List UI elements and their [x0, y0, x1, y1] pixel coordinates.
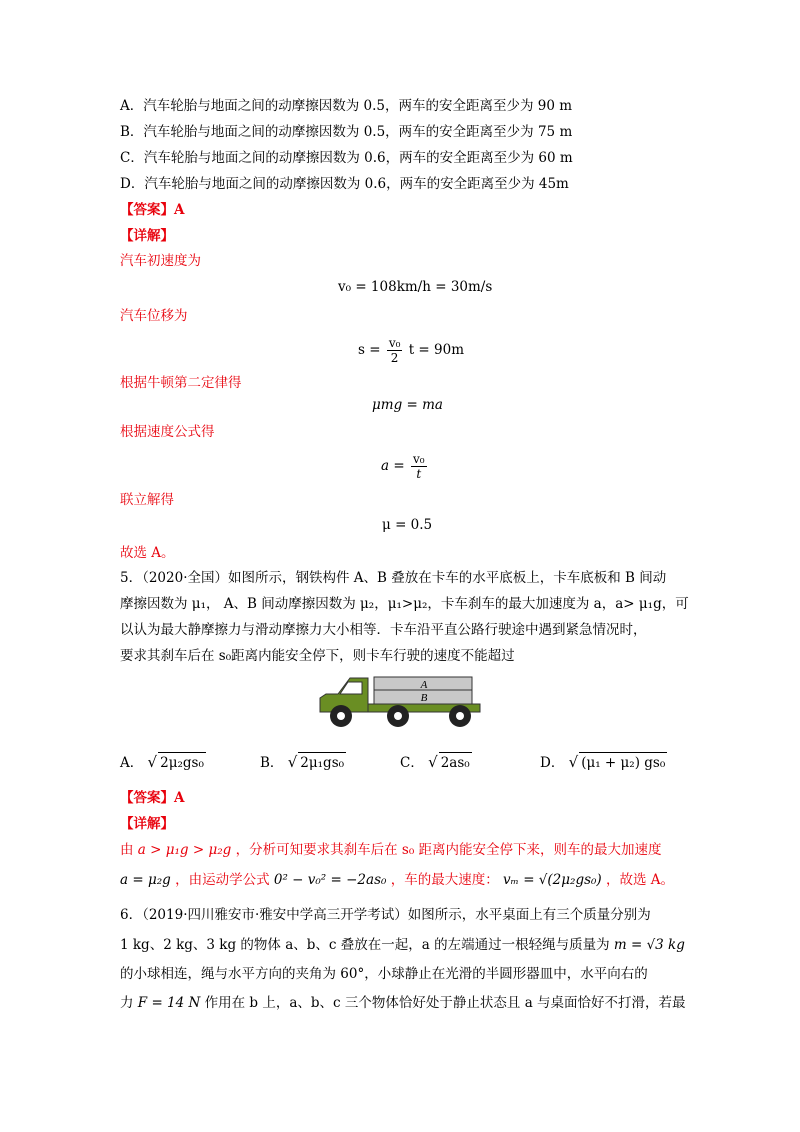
eq4-fraction — [411, 452, 427, 481]
eq4-left: a = — [381, 458, 405, 474]
eq4-denominator: t — [416, 467, 422, 481]
sqrt-icon: √ — [287, 753, 298, 771]
equation-velocity — [381, 452, 429, 481]
q6-line-1: 6．（2019·四川雅安市·雅安中学高三开学考试）如图所示，水平桌面上有三个质量分别为 — [120, 907, 651, 923]
q5-option-a-label: A． — [120, 755, 144, 771]
q5-line-4: 要求其刹车后在 s₀距离内能安全停下，则卡车行驶的速度不能超过 — [120, 648, 515, 664]
q5-option-b-expr: 2μ₁gs₀ — [298, 752, 346, 773]
q5-line-2: 摩擦因数为 μ₁， A、B 间动摩擦因数为 μ₂，μ₁>μ₂，卡车刹车的最大加速度为 a，a> μ₁g，可 — [120, 596, 689, 612]
q6-line-4 — [120, 993, 686, 1013]
q5-sol-text-a: 由 — [120, 842, 134, 858]
truck-figure — [316, 672, 482, 730]
q5-sol-text-c: ，由运动学公式 — [175, 872, 270, 888]
eq2-fraction — [387, 336, 403, 365]
sqrt-icon: √ — [147, 753, 158, 771]
solution-text-5: 联立解得 — [120, 492, 174, 508]
detail-label-q4: 【详解】 — [120, 228, 174, 244]
q6-line-4-math: F = 14 N — [137, 995, 201, 1011]
q5-sol-text-b: ，分析可知要求其刹车后在 s₀ 距离内能安全停下来，则车的最大加速度 — [235, 842, 662, 858]
q5-solution-line-1 — [120, 840, 662, 860]
solution-text-2: 汽车位移为 — [120, 308, 188, 324]
q6-line-3: 的小球相连，绳与水平方向的夹角为 60°，小球静止在光滑的半圆形器皿中，水平向右的 — [120, 966, 648, 982]
q5-sol-text-d: ，车的最大速度： — [390, 872, 499, 888]
q6-line-2 — [120, 935, 685, 955]
q5-solution-line-2 — [120, 870, 674, 890]
q6-line-4-text-a: 力 — [120, 995, 134, 1011]
q6-line-4-text-b: 作用在 b 上，a、b、c 三个物体恰好处于静止状态且 a 与桌面恰好不打滑，若最 — [204, 995, 686, 1011]
sqrt-icon: √ — [428, 753, 438, 771]
equation-initial-velocity: v₀ = 108km/h = 30m/s — [338, 279, 493, 295]
block-a-label: A — [420, 679, 428, 691]
q5-option-a — [120, 752, 206, 773]
eq4-numerator: v₀ — [412, 452, 425, 466]
option-b-q4: B．汽车轮胎与地面之间的动摩擦因数为 0.5，两车的安全距离至少为 75 m — [120, 124, 573, 140]
q5-option-d-expr: (μ₁ + μ₂) gs₀ — [579, 752, 667, 773]
eq2-denominator: 2 — [390, 351, 399, 365]
solution-text-1: 汽车初速度为 — [120, 253, 201, 269]
q6-line-2-math: m = √3 kg — [613, 937, 685, 953]
answer-label-q5: 【答案】A — [120, 790, 185, 806]
q5-sol-math-1: a > μ₁g > μ₂g — [137, 842, 232, 858]
q5-option-c-label: C． — [400, 755, 424, 771]
option-d-q4: D．汽车轮胎与地面之间的动摩擦因数为 0.6，两车的安全距离至少为 45m — [120, 176, 569, 192]
equation-newton: μmg = ma — [372, 397, 443, 413]
q5-option-b — [260, 752, 346, 773]
equation-displacement — [358, 336, 464, 365]
q5-option-a-expr: 2μ₂gs₀ — [158, 752, 206, 773]
block-b-label: B — [420, 692, 428, 704]
option-a-q4: A．汽车轮胎与地面之间的动摩擦因数为 0.5，两车的安全距离至少为 90 m — [120, 98, 573, 114]
q5-option-d — [540, 752, 667, 773]
q5-option-d-label: D． — [540, 755, 565, 771]
q6-line-2-text: 1 kg、2 kg、3 kg 的物体 a、b、c 叠放在一起，a 的左端通过一根轻绳与质量为 — [120, 937, 610, 953]
equation-mu: μ = 0.5 — [382, 517, 433, 533]
detail-label-q5: 【详解】 — [120, 816, 174, 832]
q5-line-1: 5．（2020·全国）如图所示，钢铁构件 A、B 叠放在卡车的水平底板上，卡车底板和 B 间动 — [120, 570, 667, 586]
q5-sol-math-2: a = μ₂g — [120, 872, 171, 888]
answer-label-q4: 【答案】A — [120, 202, 185, 218]
q5-sol-math-3: 0² − v₀² = −2as₀ — [273, 872, 387, 888]
q5-option-c-expr: 2as₀ — [439, 752, 472, 773]
q5-option-b-label: B． — [260, 755, 284, 771]
option-c-q4: C．汽车轮胎与地面之间的动摩擦因数为 0.6，两车的安全距离至少为 60 m — [120, 150, 573, 166]
q5-sol-math-4: vₘ = √(2μ₂gs₀) — [503, 872, 602, 888]
eq2-numerator: v₀ — [388, 336, 401, 350]
solution-text-3: 根据牛顿第二定律得 — [120, 375, 242, 391]
q5-option-c — [400, 752, 472, 773]
q5-sol-text-e: ，故选 A。 — [606, 872, 675, 888]
eq2-left: s = — [358, 342, 381, 358]
eq2-right: t = 90m — [408, 342, 465, 358]
conclusion-q4: 故选 A。 — [120, 545, 175, 561]
q5-line-3: 以认为最大静摩擦力与滑动摩擦力大小相等．卡车沿平直公路行驶途中遇到紧急情况时， — [120, 622, 647, 638]
solution-text-4: 根据速度公式得 — [120, 424, 215, 440]
sqrt-icon: √ — [568, 753, 579, 771]
